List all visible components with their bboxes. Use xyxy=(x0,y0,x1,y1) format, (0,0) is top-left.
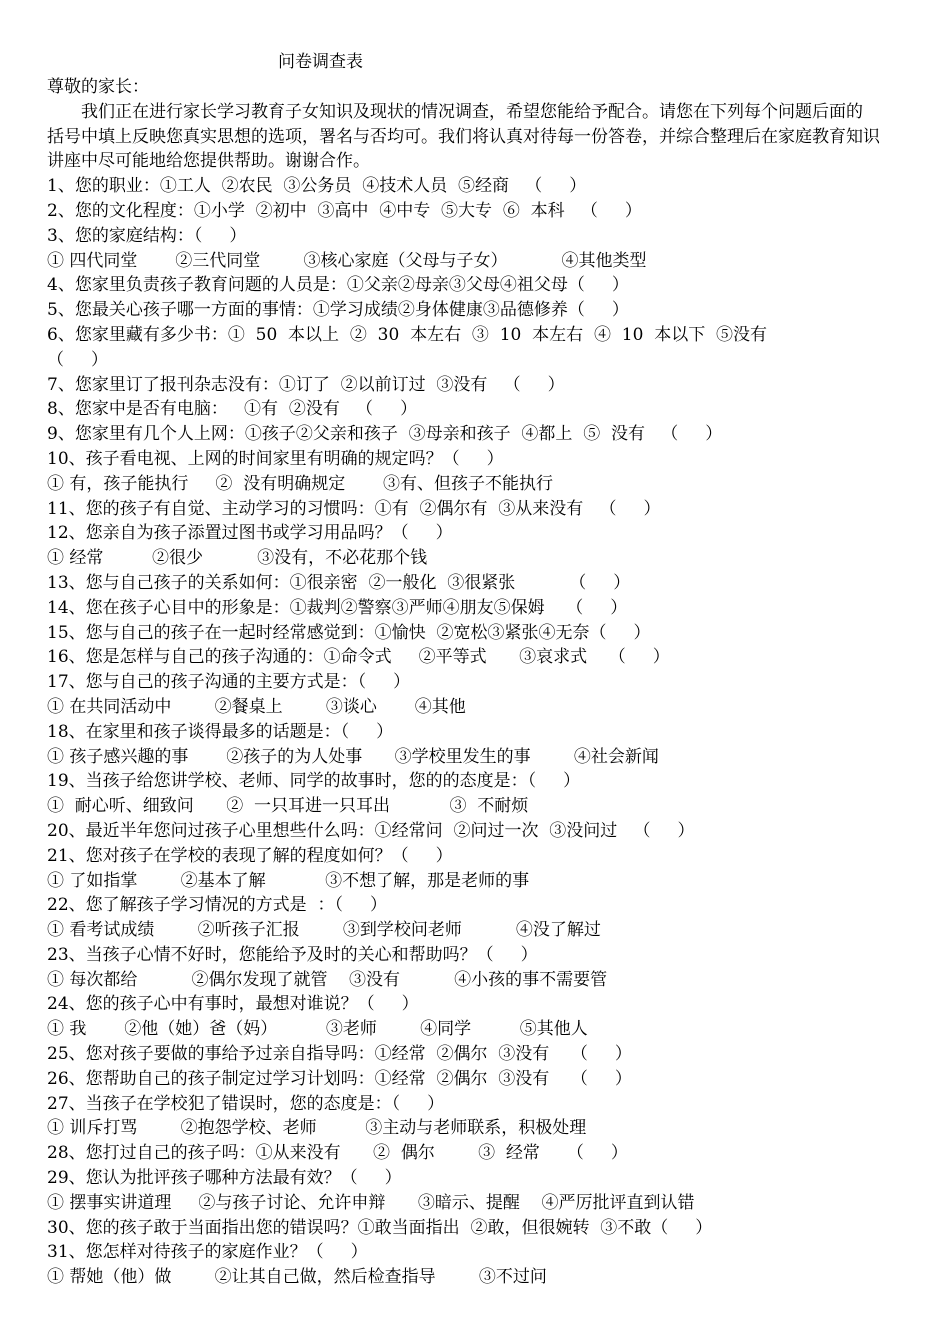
question-16: 16、您是怎样与自己的孩子沟通的：①命令式 ②平等式 ③哀求式 （ ） xyxy=(47,647,670,668)
question-19: 19、当孩子给您讲学校、老师、同学的故事时，您的的态度是：（ ） xyxy=(47,771,581,792)
question-4: 4、您家里负责孩子教育问题的人员是：①父亲②母亲③父母④祖父母（ ） xyxy=(47,275,629,296)
question-10: 10、孩子看电视、上网的时间家里有明确的规定吗？（ ） xyxy=(47,448,504,469)
question-27-options: ① 训斥打骂 ②抱怨学校、老师 ③主动与老师联系，积极处理 xyxy=(47,1118,587,1139)
question-1: 1、您的职业：①工人 ②农民 ③公务员 ④技术人员 ⑤经商 （ ） xyxy=(47,176,587,197)
salutation: 尊敬的家长： xyxy=(47,77,149,97)
question-17: 17、您与自己的孩子沟通的主要方式是：（ ） xyxy=(47,672,411,693)
question-18-options: ① 孩子感兴趣的事 ②孩子的为人处事 ③学校里发生的事 ④社会新闻 xyxy=(47,746,659,767)
question-10-options: ① 有，孩子能执行 ② 没有明确规定 ③有、但孩子不能执行 xyxy=(47,473,554,494)
question-6-bracket: （ ） xyxy=(47,349,109,370)
question-31: 31、您怎样对待孩子的家庭作业？（ ） xyxy=(47,1242,368,1263)
question-17-options: ① 在共同活动中 ②餐桌上 ③谈心 ④其他 xyxy=(47,696,466,717)
question-21: 21、您对孩子在学校的表现了解的程度如何？（ ） xyxy=(47,845,453,866)
question-27: 27、当孩子在学校犯了错误时，您的态度是：（ ） xyxy=(47,1093,445,1114)
question-2: 2、您的文化程度：①小学 ②初中 ③高中 ④中专 ⑤大专 ⑥ 本科 （ ） xyxy=(47,200,642,221)
question-22: 22、您了解孩子学习情况的方式是 ：（ ） xyxy=(47,895,387,916)
question-3-options: ① 四代同堂 ②三代同堂 ③核心家庭（父母与子女） ④其他类型 xyxy=(47,250,647,271)
question-11: 11、您的孩子有自觉、主动学习的习惯吗：①有 ②偶尔有 ③从来没有 （ ） xyxy=(47,498,661,519)
question-6: 6、您家里藏有多少书：① 50 本以上 ② 30 本左右 ③ 10 本左右 ④ 10 本以下 ⑤没有 xyxy=(47,324,768,345)
question-25: 25、您对孩子要做的事给予过亲自指导吗：①经常 ②偶尔 ③没有 （ ） xyxy=(47,1044,632,1065)
question-28: 28、您打过自己的孩子吗：①从来没有 ② 偶尔 ③ 经常 （ ） xyxy=(47,1143,628,1164)
page-title: 问卷调查表 xyxy=(278,52,363,72)
intro-line: 讲座中尽可能地给您提供帮助。谢谢合作。 xyxy=(47,151,370,172)
question-3: 3、您的家庭结构：（ ） xyxy=(47,225,247,246)
question-18: 18、在家里和孩子谈得最多的话题是：（ ） xyxy=(47,721,394,742)
question-22-options: ① 看考试成绩 ②听孩子汇报 ③到学校问老师 ④没了解过 xyxy=(47,920,601,941)
intro-line: 我们正在进行家长学习教育子女知识及现状的情况调查，希望您能给予配合。请您在下列每个问题后面的 xyxy=(81,101,863,122)
question-26: 26、您帮助自己的孩子制定过学习计划吗：①经常 ②偶尔 ③没有 （ ） xyxy=(47,1068,632,1089)
question-30: 30、您的孩子敢于当面指出您的错误吗？①敢当面指出 ②敢，但很婉转 ③不敢（ ） xyxy=(47,1217,713,1238)
question-31-options: ① 帮她（他）做 ②让其自己做，然后检查指导 ③不过问 xyxy=(47,1267,547,1288)
question-8: 8、您家中是否有电脑： ①有 ②没有 （ ） xyxy=(47,399,418,420)
question-29-options: ① 摆事实讲道理 ②与孩子讨论、允许申辩 ③暗示、提醒 ④严厉批评直到认错 xyxy=(47,1192,695,1213)
question-9: 9、您家里有几个人上网：①孩子②父亲和孩子 ③母亲和孩子 ④都上 ⑤ 没有 （ ） xyxy=(47,424,723,445)
question-23-options: ① 每次都给 ②偶尔发现了就管 ③没有 ④小孩的事不需要管 xyxy=(47,969,608,990)
question-24-options: ① 我 ②他（她）爸（妈） ③老师 ④同学 ⑤其他人 xyxy=(47,1019,588,1040)
question-5: 5、您最关心孩子哪一方面的事情：①学习成绩②身体健康③品德修养（ ） xyxy=(47,300,629,321)
question-15: 15、您与自己的孩子在一起时经常感觉到：①愉快 ②宽松③紧张④无奈（ ） xyxy=(47,622,651,643)
question-20: 20、最近半年您问过孩子心里想些什么吗：①经常问 ②问过一次 ③没问过 （ ） xyxy=(47,820,695,841)
question-14: 14、您在孩子心目中的形象是：①裁判②警察③严师④朋友⑤保姆 （ ） xyxy=(47,597,628,618)
question-7: 7、您家里订了报刊杂志没有：①订了 ②以前订过 ③没有 （ ） xyxy=(47,374,565,395)
question-12: 12、您亲自为孩子添置过图书或学习用品吗？（ ） xyxy=(47,523,453,544)
question-23: 23、当孩子心情不好时，您能给予及时的关心和帮助吗？（ ） xyxy=(47,944,538,965)
question-12-options: ① 经常 ②很少 ③没有，不必花那个钱 xyxy=(47,548,428,569)
question-21-options: ① 了如指掌 ②基本了解 ③不想了解，那是老师的事 xyxy=(47,870,530,891)
questionnaire-body xyxy=(47,75,917,1290)
intro-line: 括号中填上反映您真实思想的选项，署名与否均可。我们将认真对待每一份答卷，并综合整理后在家庭教育知识 xyxy=(47,126,880,147)
question-13: 13、您与自己孩子的关系如何：①很亲密 ②一般化 ③很紧张 （ ） xyxy=(47,572,631,593)
question-19-options: ① 耐心听、细致问 ② 一只耳进一只耳出 ③ 不耐烦 xyxy=(47,796,529,817)
question-29: 29、您认为批评孩子哪种方法最有效？（ ） xyxy=(47,1168,402,1189)
question-24: 24、您的孩子心中有事时，最想对谁说？（ ） xyxy=(47,994,419,1015)
